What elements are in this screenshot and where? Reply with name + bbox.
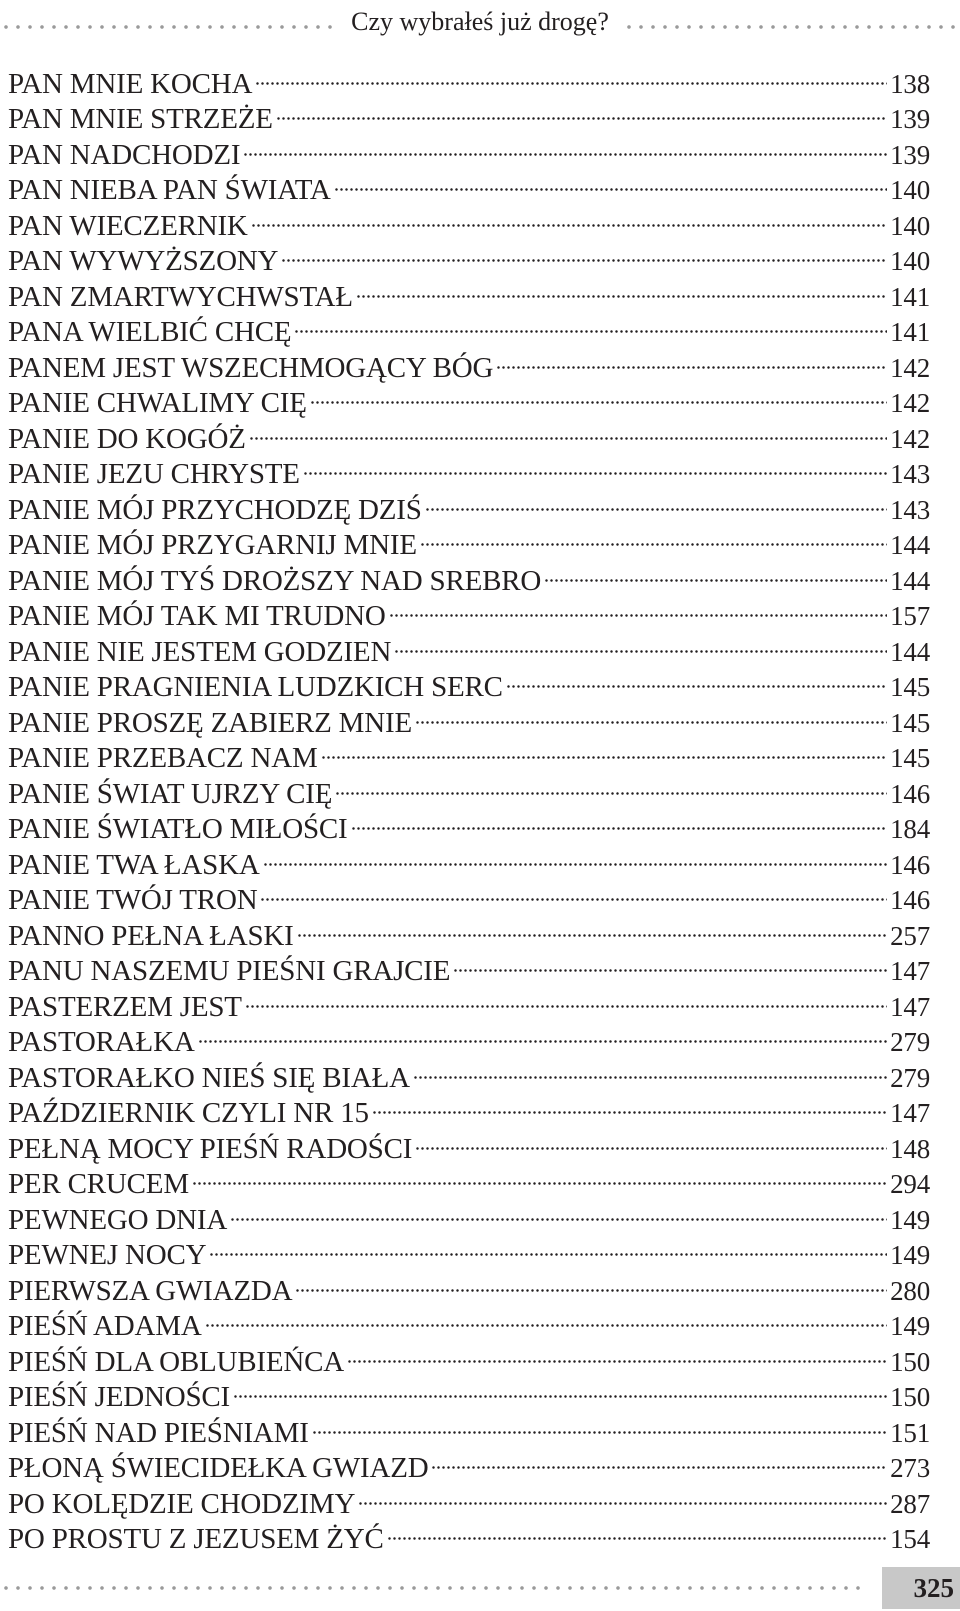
dot-leader	[321, 732, 888, 768]
entry-page-number: 273	[890, 1453, 930, 1483]
entry-page-number: 279	[890, 1062, 930, 1093]
entry-page-number: 145	[890, 707, 930, 738]
dot-leader	[347, 1335, 887, 1371]
entry-page-number: 149	[890, 1240, 930, 1270]
footer-dotted-rule	[0, 1585, 868, 1591]
dot-leader	[245, 980, 887, 1016]
dot-leader	[413, 1051, 887, 1087]
entry-page-number: 146	[890, 849, 930, 880]
entry-title: PANA WIELBIĆ CHCĘ	[8, 316, 292, 348]
entry-page-number: 139	[890, 139, 930, 170]
entry-title: PEŁNĄ MOCY PIEŚŃ RADOŚCI	[8, 1132, 413, 1165]
entry-title: PASTERZEM JEST	[8, 990, 242, 1023]
dot-leader	[198, 1016, 888, 1052]
dot-leader	[496, 341, 887, 377]
entry-page-number: 140	[890, 175, 930, 205]
dot-leader	[334, 164, 887, 200]
entry-page-number: 139	[890, 104, 930, 134]
entry-page-number: 140	[890, 246, 930, 276]
entry-page-number: 144	[890, 530, 930, 560]
entry-page-number: 150	[890, 1382, 930, 1412]
entry-title: PAŹDZIERNIK CZYLI NR 15	[8, 1097, 369, 1129]
entry-title: PANIE MÓJ PRZYGARNIJ MNIE	[8, 529, 417, 561]
entry-title: PIEŚŃ JEDNOŚCI	[8, 1381, 230, 1413]
dot-leader	[431, 1442, 887, 1478]
header-dotted-rule-left	[0, 24, 337, 30]
dot-leader	[276, 93, 887, 129]
entry-page-number: 150	[890, 1346, 930, 1377]
entry-title: PAN WYWYŻSZONY	[8, 245, 279, 277]
page-footer	[0, 1565, 960, 1611]
entry-page-number: 151	[890, 1417, 930, 1448]
entry-page-number: 279	[890, 1027, 930, 1057]
entry-page-number: 141	[890, 317, 930, 347]
dot-leader	[249, 412, 887, 448]
dot-leader	[453, 945, 887, 981]
dot-leader	[425, 483, 887, 519]
dot-leader	[260, 874, 887, 910]
dot-leader	[372, 1087, 887, 1123]
entry-page-number: 147	[890, 956, 930, 986]
entry-page-number: 146	[890, 885, 930, 915]
entry-title: PANU NASZEMU PIEŚNI GRAJCIE	[8, 955, 451, 987]
entry-title: PEWNEJ NOCY	[8, 1239, 207, 1271]
entry-title: PANIE PRAGNIENIA LUDZKICH SERC	[8, 671, 503, 703]
entry-title: PANIE JEZU CHRYSTE	[8, 458, 300, 490]
entry-page-number: 257	[890, 920, 930, 951]
entry-title: PANNO PEŁNA ŁASKI	[8, 919, 294, 952]
entry-page-number: 142	[890, 423, 930, 454]
dot-leader	[230, 1193, 887, 1229]
header-dotted-rule-right	[623, 24, 960, 30]
entry-title: PANIE MÓJ PRZYCHODZĘ DZIŚ	[8, 493, 422, 526]
entry-title: PO KOLĘDZIE CHODZIMY	[8, 1487, 356, 1520]
entry-title: PANIE TWÓJ TRON	[8, 884, 258, 916]
dot-leader	[263, 838, 888, 874]
entry-title: PASTORAŁKO NIEŚ SIĘ BIAŁA	[8, 1061, 410, 1094]
page-number: 325	[882, 1567, 960, 1609]
dot-leader	[281, 235, 887, 271]
entry-page-number: 287	[890, 1488, 930, 1519]
entry-page-number: 138	[890, 68, 930, 99]
dot-leader	[310, 377, 887, 413]
entry-title: PAN MNIE STRZEŻE	[8, 103, 273, 135]
entry-title: PANIE DO KOGÓŻ	[8, 422, 246, 455]
entry-page-number: 157	[890, 601, 930, 631]
dot-leader	[389, 590, 887, 626]
entry-title: PAN NIEBA PAN ŚWIATA	[8, 174, 331, 206]
entry-title: PIEŚŃ NAD PIEŚNIAMI	[8, 1416, 309, 1449]
dot-leader	[297, 909, 888, 945]
entry-title: PANIE CHWALIMY CIĘ	[8, 387, 307, 419]
entry-title: PANIE MÓJ TYŚ DROŻSZY NAD SREBRO	[8, 564, 542, 597]
entry-page-number: 184	[890, 814, 930, 844]
entry-page-number: 142	[890, 352, 930, 383]
dot-leader	[544, 554, 887, 590]
index-entry	[8, 57, 930, 100]
entry-title: PAN MNIE KOCHA	[8, 67, 253, 100]
dot-leader	[255, 57, 887, 93]
entry-page-number: 147	[890, 1098, 930, 1128]
dot-leader	[312, 1406, 887, 1442]
entry-page-number: 140	[890, 210, 930, 241]
entry-page-number: 144	[890, 565, 930, 596]
dot-leader	[394, 625, 887, 661]
entry-title: PANIE TWA ŁASKA	[8, 848, 260, 881]
dot-leader	[335, 767, 887, 803]
dot-leader	[303, 448, 887, 484]
entry-title: PANIE NIE JESTEM GODZIEN	[8, 635, 392, 668]
entry-page-number: 148	[890, 1133, 930, 1164]
entry-page-number: 294	[890, 1169, 930, 1199]
entry-title: PAN ZMARTWYCHWSTAŁ	[8, 280, 353, 313]
entry-page-number: 143	[890, 494, 930, 525]
dot-leader	[506, 661, 887, 697]
dot-leader	[415, 1122, 887, 1158]
dot-leader	[358, 1477, 887, 1513]
entry-page-number: 154	[890, 1524, 930, 1554]
entry-title: PANEM JEST WSZECHMOGĄCY BÓG	[8, 351, 494, 384]
entry-title: PASTORAŁKA	[8, 1026, 195, 1058]
entry-title: PANIE ŚWIAT UJRZY CIĘ	[8, 777, 333, 810]
entry-page-number: 149	[890, 1204, 930, 1235]
entry-page-number: 147	[890, 991, 930, 1022]
entry-page-number: 145	[890, 672, 930, 702]
entry-title: PANIE PRZEBACZ NAM	[8, 742, 318, 774]
dot-leader	[243, 128, 887, 164]
dot-leader	[192, 1158, 887, 1194]
dot-leader	[351, 803, 888, 839]
entry-page-number: 149	[890, 1311, 930, 1341]
entry-title: PANIE PROSZĘ ZABIERZ MNIE	[8, 706, 412, 739]
entry-page-number: 145	[890, 743, 930, 773]
dot-leader	[205, 1300, 888, 1336]
entry-page-number: 144	[890, 636, 930, 667]
dot-leader	[209, 1229, 887, 1265]
dot-leader	[251, 199, 887, 235]
running-head-title: Czy wybrałeś już drogę?	[351, 7, 609, 36]
entry-title: PŁONĄ ŚWIECIDEŁKA GWIAZD	[8, 1452, 429, 1484]
dot-leader	[233, 1371, 887, 1407]
entry-title: PAN WIECZERNIK	[8, 209, 248, 242]
dot-leader	[387, 1513, 887, 1549]
entry-title: PO PROSTU Z JEZUSEM ŻYĆ	[8, 1523, 384, 1555]
entry-title: PIEŚŃ ADAMA	[8, 1310, 202, 1342]
entry-title: PEWNEGO DNIA	[8, 1203, 228, 1236]
entry-title: PIEŚŃ DLA OBLUBIEŃCA	[8, 1345, 344, 1378]
entry-title: PAN NADCHODZI	[8, 138, 241, 171]
entry-page-number: 280	[890, 1275, 930, 1306]
entry-title: PIERWSZA GWIAZDA	[8, 1274, 293, 1307]
entry-page-number: 146	[890, 778, 930, 809]
entry-page-number: 143	[890, 459, 930, 489]
dot-leader	[294, 306, 887, 342]
page-header	[0, 0, 960, 44]
entry-title: PER CRUCEM	[8, 1168, 189, 1200]
entry-title: PANIE ŚWIATŁO MIŁOŚCI	[8, 813, 348, 845]
entry-page-number: 142	[890, 388, 930, 418]
dot-leader	[420, 519, 887, 555]
dot-leader	[415, 696, 887, 732]
entry-title: PANIE MÓJ TAK MI TRUDNO	[8, 600, 386, 632]
index-list	[8, 57, 930, 1555]
dot-leader	[295, 1264, 887, 1300]
entry-page-number: 141	[890, 281, 930, 312]
dot-leader	[356, 270, 887, 306]
